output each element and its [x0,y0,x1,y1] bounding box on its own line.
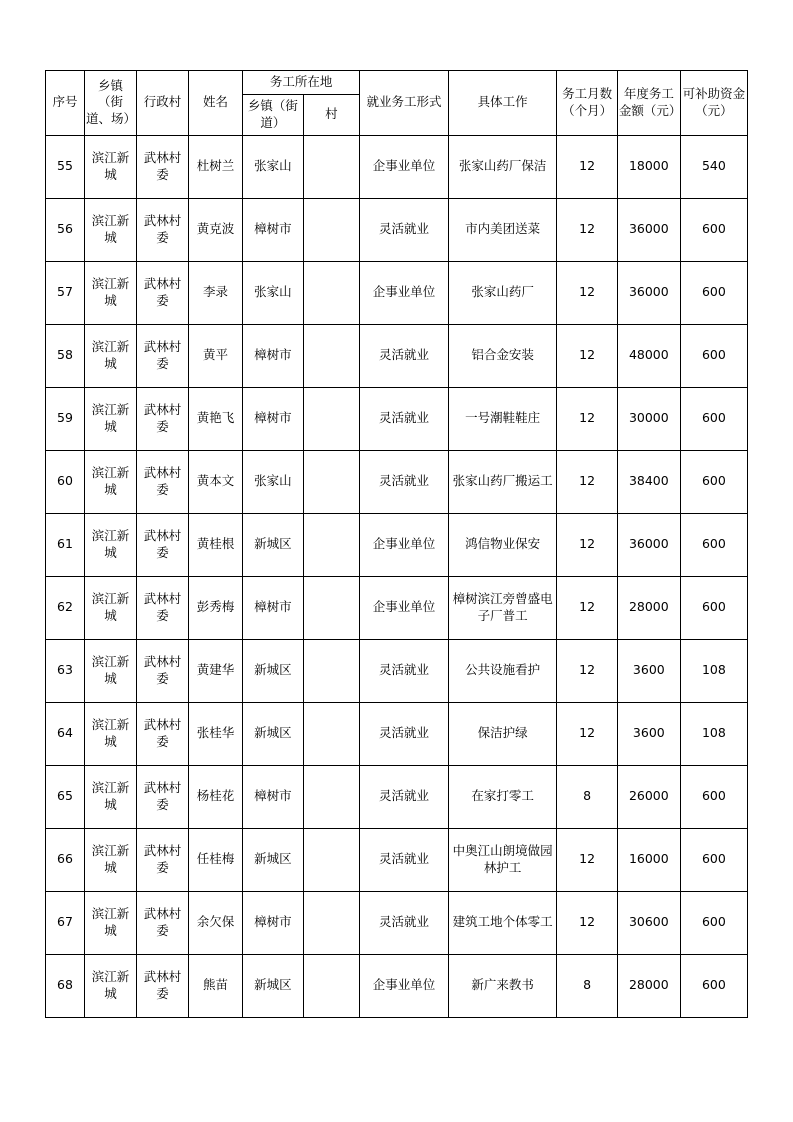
cell-annual-amount: 18000 [617,135,680,198]
cell-job: 张家山药厂搬运工 [448,450,556,513]
cell-name: 彭秀梅 [188,576,242,639]
cell-months: 12 [557,261,618,324]
cell-town: 滨江新城 [84,387,136,450]
cell-annual-amount: 28000 [617,576,680,639]
cell-town: 滨江新城 [84,576,136,639]
cell-name: 黄桂根 [188,513,242,576]
cell-employment-form: 灵活就业 [360,702,449,765]
cell-town: 滨江新城 [84,135,136,198]
header-town: 乡镇（街道、场） [84,71,136,136]
cell-village: 武林村委 [136,450,188,513]
cell-months: 12 [557,198,618,261]
cell-seq: 56 [46,198,85,261]
table-header [46,71,748,136]
cell-employment-form: 企事业单位 [360,135,449,198]
header-row-1 [46,71,748,95]
cell-months: 12 [557,387,618,450]
cell-subsidy: 600 [680,324,747,387]
cell-subsidy: 600 [680,576,747,639]
cell-village: 武林村委 [136,387,188,450]
cell-annual-amount: 26000 [617,765,680,828]
cell-name: 李录 [188,261,242,324]
header-employment-form: 就业务工形式 [360,71,449,136]
table-row [46,702,748,765]
cell-subsidy: 600 [680,828,747,891]
header-subsidy: 可补助资金（元） [680,71,747,136]
cell-annual-amount: 38400 [617,450,680,513]
cell-town: 滨江新城 [84,891,136,954]
cell-work-place-town: 新城区 [243,513,304,576]
cell-work-place-town: 樟树市 [243,576,304,639]
cell-work-place-village [303,513,359,576]
cell-employment-form: 灵活就业 [360,828,449,891]
cell-village: 武林村委 [136,324,188,387]
cell-town: 滨江新城 [84,198,136,261]
cell-months: 8 [557,954,618,1017]
cell-subsidy: 600 [680,450,747,513]
cell-village: 武林村委 [136,891,188,954]
table-body [46,135,748,1017]
cell-subsidy: 600 [680,261,747,324]
header-months: 务工月数（个月） [557,71,618,136]
table-row [46,324,748,387]
cell-work-place-town: 樟树市 [243,387,304,450]
cell-job: 一号潮鞋鞋庄 [448,387,556,450]
cell-subsidy: 600 [680,198,747,261]
cell-job: 公共设施看护 [448,639,556,702]
cell-work-place-village [303,198,359,261]
table-row [46,828,748,891]
cell-seq: 65 [46,765,85,828]
cell-job: 新广来教书 [448,954,556,1017]
table-row [46,891,748,954]
cell-employment-form: 灵活就业 [360,387,449,450]
cell-employment-form: 企事业单位 [360,576,449,639]
header-village: 行政村 [136,71,188,136]
cell-annual-amount: 16000 [617,828,680,891]
cell-annual-amount: 3600 [617,702,680,765]
cell-village: 武林村委 [136,261,188,324]
cell-work-place-village [303,576,359,639]
cell-work-place-town: 新城区 [243,639,304,702]
cell-months: 12 [557,324,618,387]
cell-employment-form: 灵活就业 [360,765,449,828]
cell-seq: 66 [46,828,85,891]
cell-months: 12 [557,639,618,702]
cell-employment-form: 企事业单位 [360,513,449,576]
cell-town: 滨江新城 [84,450,136,513]
cell-work-place-town: 张家山 [243,450,304,513]
table-row [46,576,748,639]
cell-job: 张家山药厂保洁 [448,135,556,198]
cell-months: 12 [557,513,618,576]
table-row [46,765,748,828]
cell-village: 武林村委 [136,198,188,261]
cell-annual-amount: 30600 [617,891,680,954]
cell-months: 12 [557,702,618,765]
table-row [46,450,748,513]
cell-work-place-town: 新城区 [243,828,304,891]
cell-name: 任桂梅 [188,828,242,891]
cell-seq: 60 [46,450,85,513]
header-work-place-village: 村 [303,94,359,135]
cell-subsidy: 600 [680,954,747,1017]
cell-work-place-town: 樟树市 [243,324,304,387]
cell-work-place-village [303,828,359,891]
cell-seq: 63 [46,639,85,702]
cell-town: 滨江新城 [84,765,136,828]
cell-months: 12 [557,576,618,639]
subsidy-table [45,70,748,1018]
table-row [46,261,748,324]
cell-village: 武林村委 [136,828,188,891]
cell-subsidy: 108 [680,639,747,702]
cell-subsidy: 600 [680,765,747,828]
header-seq: 序号 [46,71,85,136]
cell-months: 8 [557,765,618,828]
cell-work-place-town: 樟树市 [243,765,304,828]
cell-work-place-village [303,450,359,513]
cell-job: 鸿信物业保安 [448,513,556,576]
cell-work-place-village [303,765,359,828]
cell-seq: 59 [46,387,85,450]
table-row [46,198,748,261]
cell-work-place-village [303,639,359,702]
cell-town: 滨江新城 [84,324,136,387]
table-row [46,387,748,450]
cell-annual-amount: 36000 [617,261,680,324]
cell-work-place-village [303,324,359,387]
cell-village: 武林村委 [136,135,188,198]
table-row [46,954,748,1017]
cell-months: 12 [557,828,618,891]
cell-name: 黄平 [188,324,242,387]
cell-job: 在家打零工 [448,765,556,828]
cell-job: 市内美团送菜 [448,198,556,261]
cell-annual-amount: 36000 [617,513,680,576]
header-job: 具体工作 [448,71,556,136]
cell-name: 黄建华 [188,639,242,702]
cell-annual-amount: 28000 [617,954,680,1017]
cell-town: 滨江新城 [84,261,136,324]
cell-town: 滨江新城 [84,702,136,765]
header-work-place-group: 务工所在地 [243,71,360,95]
cell-town: 滨江新城 [84,828,136,891]
cell-town: 滨江新城 [84,954,136,1017]
table-row [46,135,748,198]
cell-town: 滨江新城 [84,639,136,702]
cell-village: 武林村委 [136,702,188,765]
header-name: 姓名 [188,71,242,136]
cell-employment-form: 灵活就业 [360,639,449,702]
cell-name: 黄克波 [188,198,242,261]
cell-work-place-village [303,702,359,765]
cell-months: 12 [557,135,618,198]
cell-employment-form: 灵活就业 [360,324,449,387]
cell-months: 12 [557,450,618,513]
cell-work-place-town: 樟树市 [243,198,304,261]
cell-town: 滨江新城 [84,513,136,576]
cell-work-place-village [303,135,359,198]
header-work-place-town: 乡镇（街道） [243,94,304,135]
header-annual-amount: 年度务工金额（元） [617,71,680,136]
cell-job: 建筑工地个体零工 [448,891,556,954]
cell-village: 武林村委 [136,513,188,576]
cell-name: 杜树兰 [188,135,242,198]
table-row [46,639,748,702]
cell-job: 中奥江山朗境做园林护工 [448,828,556,891]
cell-work-place-town: 新城区 [243,954,304,1017]
cell-employment-form: 灵活就业 [360,198,449,261]
table-row [46,513,748,576]
cell-name: 黄本文 [188,450,242,513]
cell-name: 熊苗 [188,954,242,1017]
cell-work-place-village [303,261,359,324]
cell-seq: 57 [46,261,85,324]
cell-job: 保洁护绿 [448,702,556,765]
cell-job: 张家山药厂 [448,261,556,324]
cell-seq: 68 [46,954,85,1017]
cell-subsidy: 108 [680,702,747,765]
cell-seq: 55 [46,135,85,198]
cell-subsidy: 600 [680,387,747,450]
cell-seq: 61 [46,513,85,576]
cell-name: 余欠保 [188,891,242,954]
cell-work-place-village [303,387,359,450]
cell-village: 武林村委 [136,639,188,702]
cell-work-place-town: 张家山 [243,135,304,198]
cell-village: 武林村委 [136,576,188,639]
cell-annual-amount: 3600 [617,639,680,702]
cell-seq: 67 [46,891,85,954]
cell-name: 张桂华 [188,702,242,765]
cell-subsidy: 600 [680,513,747,576]
cell-employment-form: 灵活就业 [360,891,449,954]
cell-subsidy: 600 [680,891,747,954]
cell-job: 铝合金安装 [448,324,556,387]
cell-subsidy: 540 [680,135,747,198]
cell-annual-amount: 30000 [617,387,680,450]
cell-seq: 64 [46,702,85,765]
cell-village: 武林村委 [136,954,188,1017]
cell-employment-form: 企事业单位 [360,261,449,324]
cell-work-place-town: 张家山 [243,261,304,324]
cell-employment-form: 企事业单位 [360,954,449,1017]
cell-months: 12 [557,891,618,954]
cell-annual-amount: 48000 [617,324,680,387]
cell-annual-amount: 36000 [617,198,680,261]
cell-name: 杨桂花 [188,765,242,828]
cell-work-place-town: 樟树市 [243,891,304,954]
cell-name: 黄艳飞 [188,387,242,450]
cell-seq: 62 [46,576,85,639]
cell-work-place-village [303,954,359,1017]
cell-work-place-village [303,891,359,954]
cell-seq: 58 [46,324,85,387]
cell-village: 武林村委 [136,765,188,828]
cell-job: 樟树滨江旁曾盛电子厂普工 [448,576,556,639]
cell-employment-form: 灵活就业 [360,450,449,513]
cell-work-place-town: 新城区 [243,702,304,765]
